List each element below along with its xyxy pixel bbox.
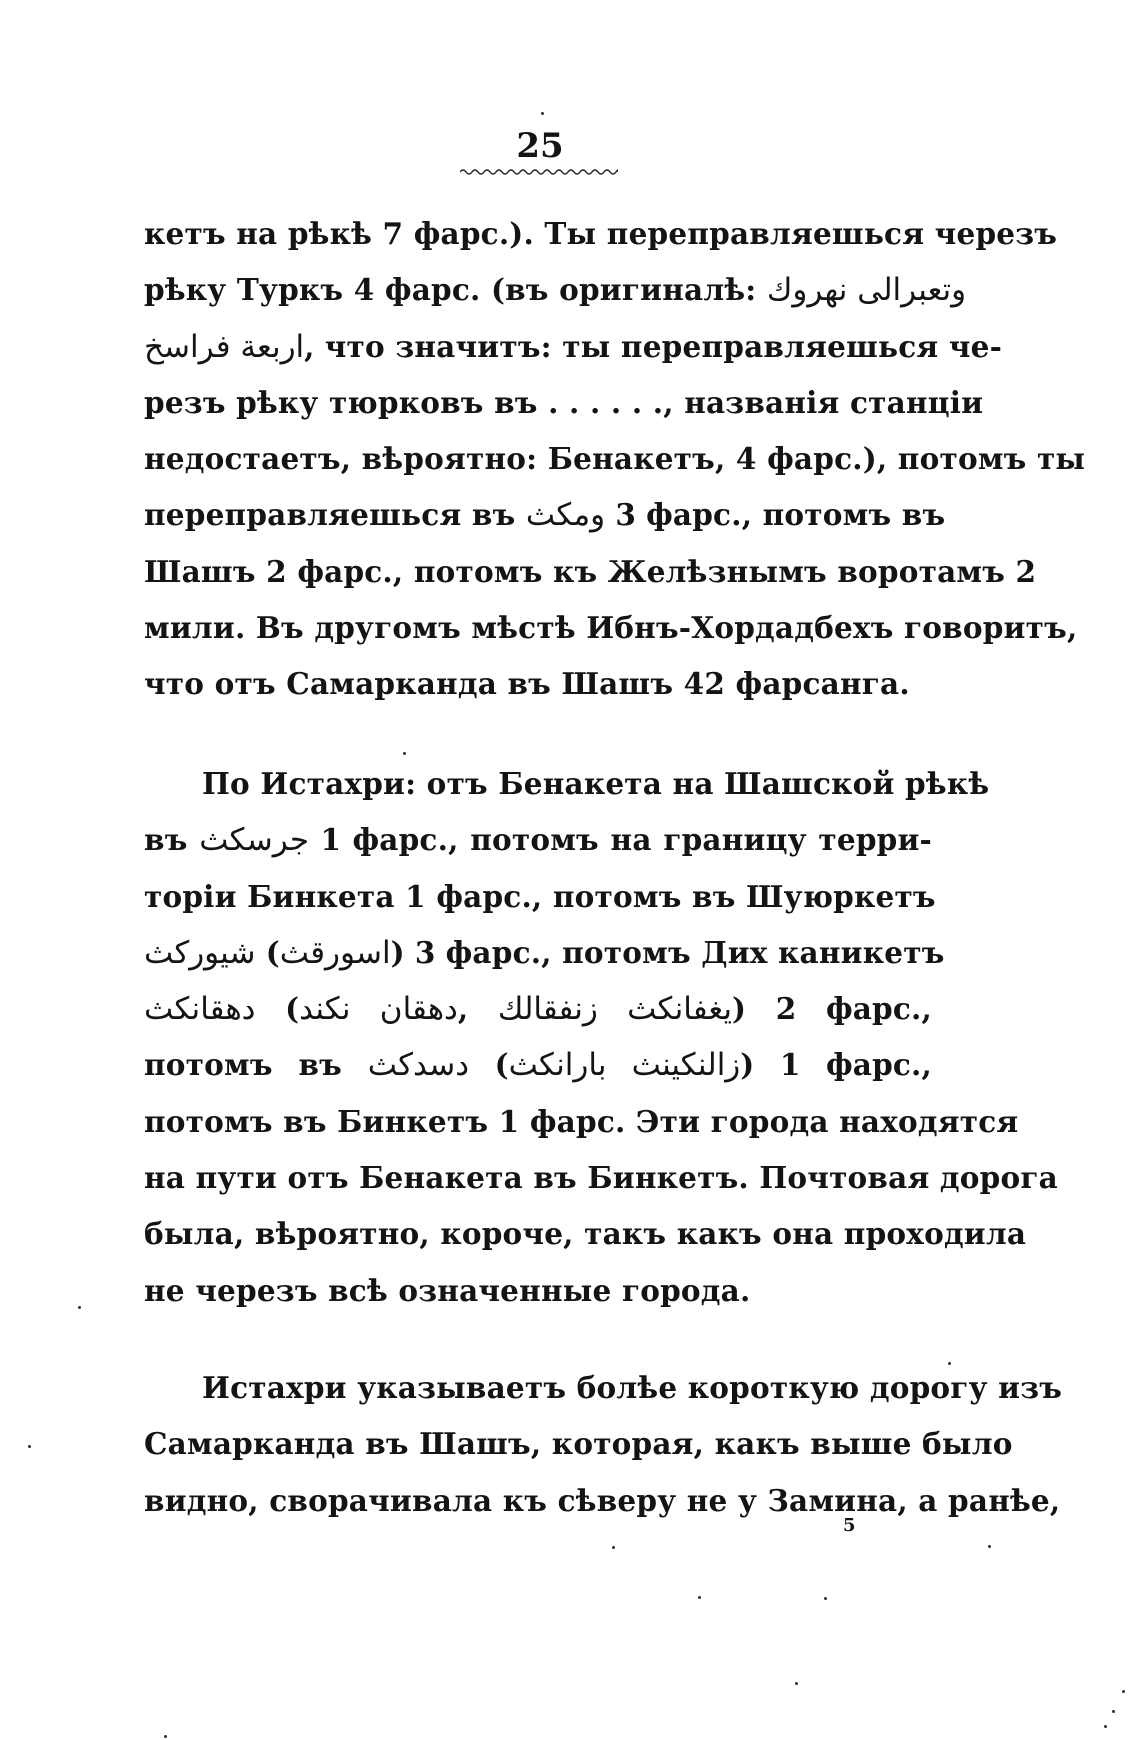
text-line xyxy=(144,981,932,1037)
signature-mark: 5 xyxy=(843,1515,856,1536)
text-line xyxy=(144,1473,1061,1529)
text-line xyxy=(144,1037,932,1093)
scan-speck xyxy=(1112,1710,1115,1713)
scan-speck xyxy=(28,1445,31,1448)
text-line xyxy=(144,656,932,712)
text-segment: Истахри указываетъ болѣе короткую дорогу изъ xyxy=(202,1370,1063,1405)
text-segment: резъ рѣку тюрковъ въ . . . . . ., названія станціи xyxy=(144,384,984,420)
arabic-text: ومكث xyxy=(525,497,606,534)
scan-speck xyxy=(403,752,406,755)
text-segment: недостаетъ, вѣроятно: Бенакетъ, 4 фарс.), потомъ ты xyxy=(144,441,1086,477)
text-segment: торіи Бинкета 1 фарс., потомъ въ Шуюркетъ xyxy=(144,878,936,914)
text-segment: ) 2 фарс., xyxy=(732,991,932,1027)
arabic-text: دهقانكث xyxy=(144,991,256,1028)
text-segment: ( xyxy=(255,991,300,1027)
text-segment: потомъ въ Бинкетъ 1 фарс. Эти города находятся xyxy=(144,1103,1019,1139)
arabic-text: جرسكث xyxy=(199,822,310,859)
text-line xyxy=(144,756,990,812)
text-segment: , что значитъ: ты переправляешься че- xyxy=(304,328,1003,364)
scan-speck xyxy=(78,1306,81,1309)
text-line xyxy=(144,431,1086,487)
text-line xyxy=(144,1150,1058,1206)
paragraph-3 xyxy=(144,1360,1063,1529)
text-line xyxy=(144,869,936,925)
text-line xyxy=(144,925,945,981)
scan-speck xyxy=(948,1362,951,1365)
text-segment: переправляешься въ xyxy=(144,497,526,533)
text-segment: ( xyxy=(255,934,280,970)
decorative-wavy-rule xyxy=(460,168,618,176)
text-line xyxy=(144,1206,1027,1262)
scan-speck xyxy=(824,1597,827,1600)
paragraph-2 xyxy=(144,756,1058,1319)
text-segment: 1 фарс., потомъ на границу терри- xyxy=(309,822,932,858)
text-line xyxy=(144,1263,932,1319)
text-segment: , xyxy=(457,991,498,1027)
scan-speck xyxy=(698,1596,701,1599)
text-segment: потомъ въ xyxy=(144,1047,368,1083)
text-segment: По Истахри: отъ Бенакета на Шашской рѣкѣ xyxy=(202,766,990,801)
text-line xyxy=(144,812,932,868)
text-line xyxy=(144,375,984,431)
text-line xyxy=(144,319,1003,375)
scan-speck xyxy=(1122,1690,1125,1693)
arabic-text: شيوركث xyxy=(144,934,256,971)
text-segment: не черезъ всѣ означенные города. xyxy=(144,1272,751,1308)
page-number: 25 xyxy=(516,126,564,166)
text-segment: Шашъ 2 фарс., потомъ къ Желѣзнымъ воротамъ 2 xyxy=(144,553,1037,589)
scan-speck xyxy=(795,1682,798,1685)
text-segment: видно, сворачивала къ сѣверу не у Замина, а ранѣе, xyxy=(144,1482,1061,1518)
text-segment: въ xyxy=(144,822,200,858)
text-segment: мили. Въ другомъ мѣстѣ Ибнъ-Хордадбехъ говоритъ, xyxy=(144,610,1078,646)
text-line xyxy=(144,1416,1013,1472)
text-line xyxy=(144,544,1037,600)
arabic-text: زالنكينث بارانكث xyxy=(508,1047,741,1084)
scan-speck xyxy=(164,1735,167,1738)
arabic-text: دهقان نكند xyxy=(299,991,458,1028)
text-line xyxy=(144,262,967,318)
text-segment: что отъ Самарканда въ Шашъ 42 фарсанга. xyxy=(144,666,910,702)
text-line xyxy=(144,1094,1019,1150)
arabic-text: دسدكث xyxy=(367,1047,470,1084)
arabic-text: يغفانكث زنفقالك xyxy=(497,991,733,1028)
paragraph-1 xyxy=(144,206,1086,713)
text-segment: на пути отъ Бенакета въ Бинкетъ. Почтовая дорога xyxy=(144,1160,1058,1196)
arabic-text: اسورقث xyxy=(279,934,391,971)
text-segment: была, вѣроятно, короче, такъ какъ она проходила xyxy=(144,1216,1027,1252)
text-segment: Самарканда въ Шашъ, которая, какъ выше было xyxy=(144,1426,1013,1462)
text-segment: 3 фарс., потомъ въ xyxy=(605,497,946,533)
text-segment: кетъ на рѣкѣ 7 фарс.). Ты переправляешься черезъ xyxy=(144,216,1058,251)
text-segment: ( xyxy=(469,1047,509,1083)
text-line xyxy=(144,1360,1063,1416)
text-line xyxy=(144,600,1078,656)
arabic-text: وتعبرالی نهروك xyxy=(766,272,967,309)
text-segment: ) 1 фарс., xyxy=(740,1047,932,1083)
text-line xyxy=(144,206,1058,262)
scan-speck xyxy=(612,1546,615,1549)
text-line xyxy=(144,487,946,543)
scan-speck xyxy=(541,112,544,115)
scan-speck xyxy=(988,1545,991,1548)
text-segment: рѣку Туркъ 4 фарс. (въ оригиналѣ: xyxy=(144,272,767,308)
text-segment: ) 3 фарс., потомъ Дих каникетъ xyxy=(390,934,945,970)
scan-speck xyxy=(1104,1725,1107,1728)
arabic-text: اربعة فراسخ xyxy=(144,328,305,365)
